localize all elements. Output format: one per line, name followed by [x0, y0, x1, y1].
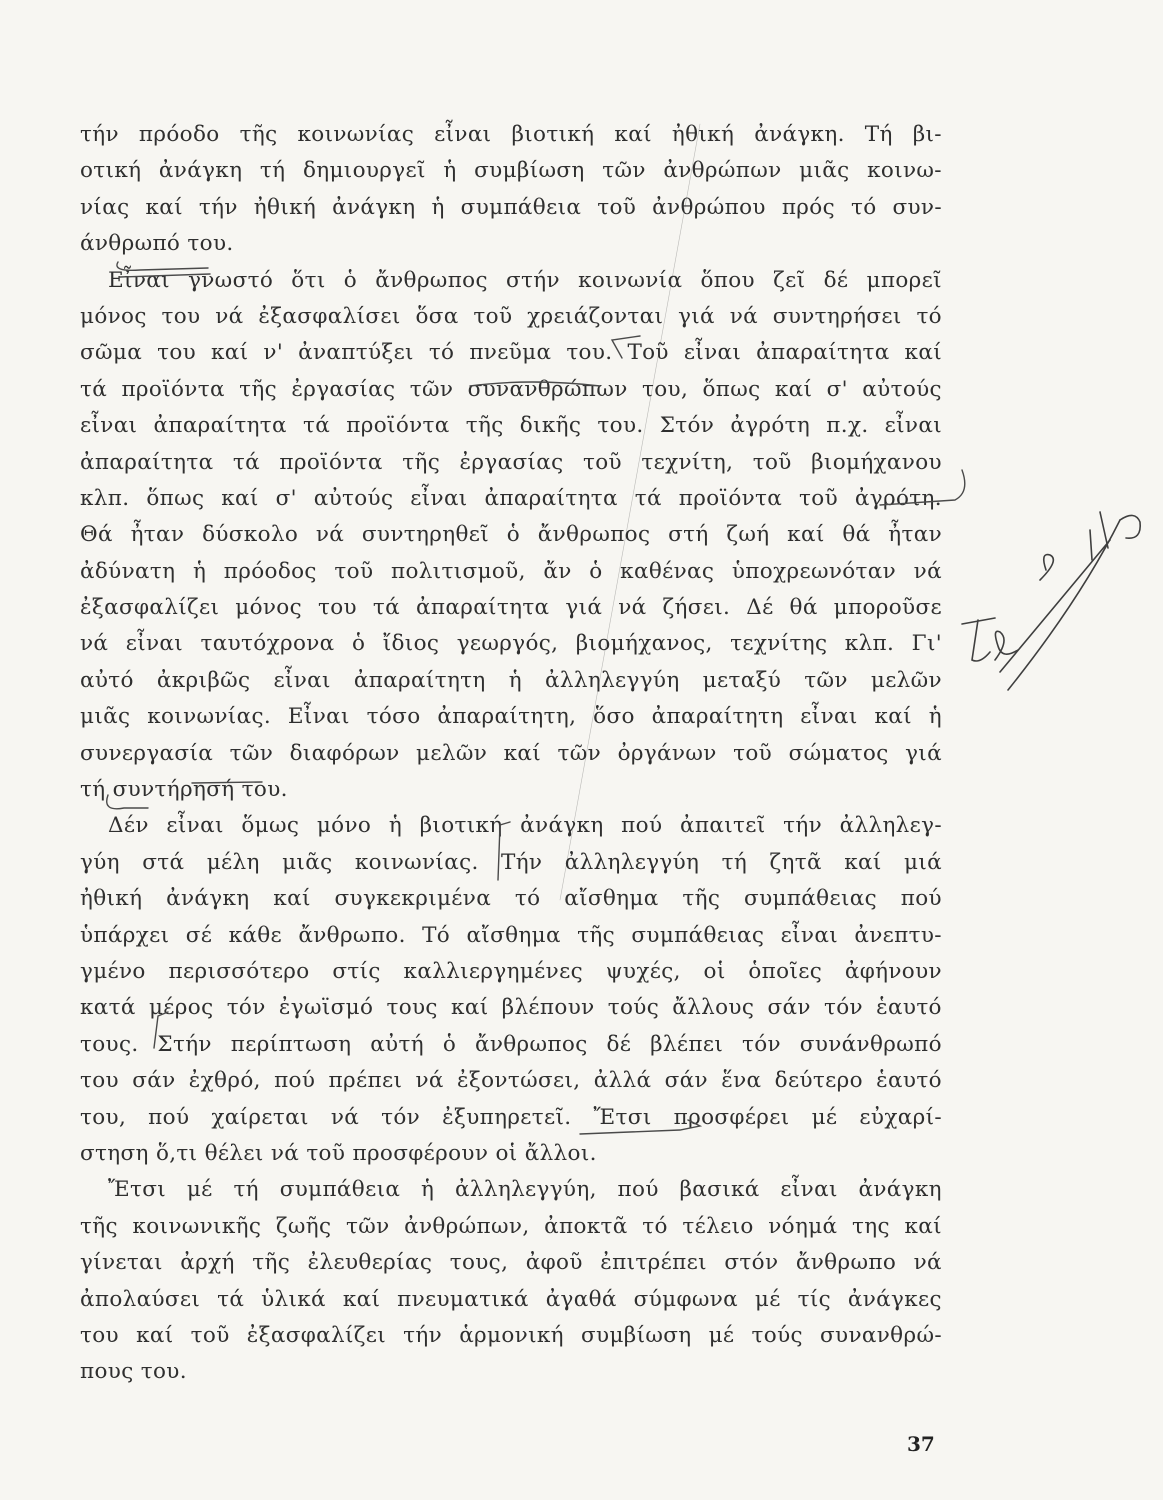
text-line: Εἶναι γνωστό ὅτι ὁ ἄνθρωπος στήν κοινωνία ὅπου ζεῖ δέ μπορεῖ [108, 267, 942, 293]
text-line: ἀδύνατη ἡ πρόοδος τοῦ πολιτισμοῦ, ἄν ὁ καθένας ὑποχρεωνόταν νά [80, 558, 942, 584]
text-line: γίνεται ἀρχή τῆς ἐλευθερίας τους, ἀφοῦ ἐπιτρέπει στόν ἄνθρωπο νά [80, 1250, 942, 1276]
text-line: πους του. [80, 1359, 187, 1385]
text-line: νίας καί τήν ἠθική ἀνάγκη ἡ συμπάθεια τοῦ ἀνθρώπου πρός τό συν- [80, 194, 942, 220]
text-line: του σάν ἐχθρό, πού πρέπει νά ἐξοντώσει, ἀλλά σάν ἕνα δεύτερο ἑαυτό [80, 1068, 942, 1094]
text-line: γύη στά μέλη μιᾶς κοινωνίας. Τήν ἀλληλεγγύη τή ζητᾶ καί μιά [80, 849, 942, 875]
text-line: του, πού χαίρεται νά τόν ἐξυπηρετεῖ. Ἔτσι προσφέρει μέ εὐχαρί- [80, 1104, 942, 1130]
text-line: Θά ἦταν δύσκολο νά συντηρηθεῖ ὁ ἄνθρωπος στή ζωή καί θά ἦταν [80, 522, 942, 548]
text-line: ὑπάρχει σέ κάθε ἄνθρωπο. Τό αἴσθημα τῆς συμπάθειας εἶναι ἀνεπτυ- [80, 922, 942, 948]
text-line: ἠθική ἀνάγκη καί συγκεκριμένα τό αἴσθημα τῆς συμπάθειας πού [80, 886, 942, 912]
text-line: τά προϊόντα τῆς ἐργασίας τῶν συνανθρώπων του, ὅπως καί σ' αὐτούς [80, 376, 942, 402]
text-line: σῶμα του καί ν' ἀναπτύξει τό πνεῦμα του. Τοῦ εἶναι ἀπαραίτητα καί [80, 340, 942, 366]
text-line: στηση ὅ,τι θέλει νά τοῦ προσφέρουν οἱ ἄλλοι. [80, 1140, 597, 1166]
text-line: μιᾶς κοινωνίας. Εἶναι τόσο ἀπαραίτητη, ὅσο ἀπαραίτητη εἶναι καί ἡ [80, 704, 942, 730]
text-line: τήν πρόοδο τῆς κοινωνίας εἶναι βιοτική καί ἠθική ἀνάγκη. Τή βι- [80, 122, 942, 147]
text-line: άνθρωπό του. [80, 231, 234, 257]
body-text [80, 117, 942, 1391]
text-line: τή συντήρησή του. [80, 777, 288, 803]
margin-signature [962, 512, 1140, 690]
text-line: ἀπολαύσει τά ὑλικά καί πνευματικά ἀγαθά σύμφωνα μέ τίς ἀνάγκες [80, 1286, 942, 1312]
text-line: του καί τοῦ ἐξασφαλίζει τήν ἁρμονική συμβίωση μέ τούς συνανθρώ- [80, 1322, 942, 1348]
text-line: εἶναι ἀπαραίτητα τά προϊόντα τῆς δικῆς του. Στόν ἀγρότη π.χ. εἶναι [80, 413, 942, 439]
text-line: κατά μέρος τόν ἐγωϊσμό τους καί βλέπουν τούς ἄλλους σάν τόν ἑαυτό [80, 995, 942, 1021]
text-line: Ἔτσι μέ τή συμπάθεια ἡ ἀλληλεγγύη, πού βασικά εἶναι ἀνάγκη [108, 1177, 942, 1203]
text-line: τῆς κοινωνικῆς ζωῆς τῶν ἀνθρώπων, ἀποκτᾶ τό τέλειο νόημά της καί [80, 1213, 942, 1239]
page-number: 37 [907, 1432, 935, 1456]
text-line: κλπ. ὅπως καί σ' αὐτούς εἶναι ἀπαραίτητα τά προϊόντα τοῦ ἀγρότη. [80, 485, 942, 511]
text-line: ἀπαραίτητα τά προϊόντα τῆς ἐργασίας τοῦ τεχνίτη, τοῦ βιομήχανου [80, 449, 942, 475]
text-line: Δέν εἶναι ὅμως μόνο ἡ βιοτική ἀνάγκη πού ἀπαιτεῖ τήν ἀλληλεγ- [108, 813, 942, 839]
text-line: συνεργασία τῶν διαφόρων μελῶν καί τῶν ὀργάνων τοῦ σώματος γιά [80, 740, 942, 766]
text-line: τους. Στήν περίπτωση αὐτή ὁ ἄνθρωπος δέ βλέπει τόν συνάνθρωπό [80, 1031, 942, 1057]
text-line: οτική ἀνάγκη τή δημιουργεῖ ἡ συμβίωση τῶν ἀνθρώπων μιᾶς κοινω- [80, 158, 942, 184]
text-line: νά εἶναι ταυτόχρονα ὁ ἴδιος γεωργός, βιομήχανος, τεχνίτης κλπ. Γι' [80, 631, 942, 657]
text-line: ἐξασφαλίζει μόνος του τά ἀπαραίτητα γιά νά ζήσει. Δέ θά μποροῦσε [80, 595, 942, 621]
text-line: μόνος του νά ἐξασφαλίσει ὅσα τοῦ χρειάζονται γιά νά συντηρήσει τό [80, 303, 942, 329]
text-line: αὐτό ἀκριβῶς εἶναι ἀπαραίτητη ἡ ἀλληλεγγύη μεταξύ τῶν μελῶν [80, 667, 942, 693]
text-line: γμένο περισσότερο στίς καλλιεργημένες ψυχές, οἱ ὁποῖες ἀφήνουν [80, 958, 942, 984]
